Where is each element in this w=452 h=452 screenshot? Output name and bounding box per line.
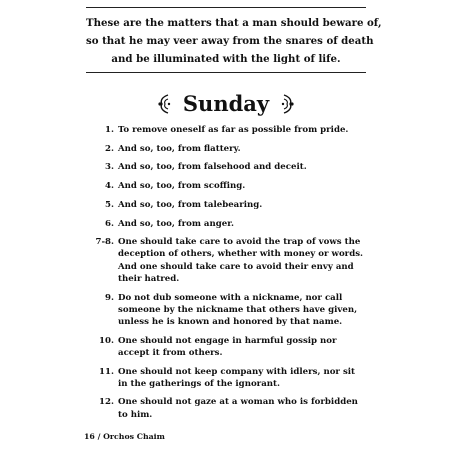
- item-text: [118, 292, 370, 329]
- item-number: 6.: [105, 218, 114, 229]
- list-item: [70, 292, 370, 329]
- item-number: 7-8.: [95, 237, 114, 248]
- list-item: [70, 236, 370, 285]
- item-line: their hatred.: [118, 273, 180, 284]
- item-text: [118, 218, 370, 230]
- list-item: [70, 180, 370, 192]
- list-item: [70, 218, 370, 230]
- item-line: And so, too, from scoffing.: [118, 181, 246, 192]
- section-title: Sunday: [182, 90, 270, 116]
- item-text: [118, 366, 370, 390]
- item-line: And so, too, from talebearing.: [118, 199, 263, 210]
- item-number: 9.: [105, 292, 114, 303]
- section-heading: [0, 90, 452, 117]
- item-line: And one should take care to avoid their envy and: [118, 261, 354, 272]
- list-item: [70, 161, 370, 173]
- intro-rule: [86, 72, 366, 73]
- item-text: [118, 161, 370, 173]
- left-ornament-icon: [157, 93, 171, 115]
- item-line: And so, too, from falsehood and deceit.: [118, 162, 307, 173]
- item-number: 4.: [105, 181, 114, 192]
- item-line: One should take care to avoid the trap of vows the: [118, 237, 361, 248]
- item-number: 11.: [99, 366, 114, 377]
- item-text: [118, 199, 370, 211]
- item-number: 10.: [99, 335, 114, 346]
- item-line: in the gatherings of the ignorant.: [118, 378, 280, 389]
- item-number: 12.: [99, 397, 114, 408]
- item-number: 1.: [105, 125, 114, 135]
- item-line: Do not dub someone with a nickname, nor call: [118, 292, 343, 303]
- item-text: [118, 236, 370, 285]
- intro-line: so that he may veer away from the snares of death: [86, 35, 374, 48]
- intro-line: and be illuminated with the light of life.: [111, 53, 341, 66]
- list-item: [70, 143, 370, 155]
- item-line: to him.: [118, 409, 153, 420]
- item-line: deception of others, whether with money or words.: [118, 249, 364, 260]
- item-line: One should not engage in harmful gossip nor: [118, 335, 337, 346]
- right-ornament-icon: [281, 93, 295, 115]
- numbered-list: [70, 124, 370, 427]
- list-item: [70, 335, 370, 359]
- item-text: [118, 180, 370, 192]
- item-number: 5.: [105, 199, 114, 210]
- item-number: 3.: [105, 162, 114, 173]
- intro-paragraph: [86, 14, 382, 69]
- item-line: someone by the nickname that others have given,: [118, 304, 358, 315]
- item-line: And so, too, from flattery.: [118, 143, 241, 154]
- item-line: unless he is known and honored by that name.: [118, 316, 343, 327]
- list-item: [70, 199, 370, 211]
- page-footer: 16 / Orchos Chaim: [84, 432, 165, 441]
- intro-line: These are the matters that a man should beware of,: [86, 17, 382, 29]
- item-line: To remove oneself as far as possible from pride.: [118, 125, 349, 135]
- item-text: [118, 124, 370, 136]
- list-item: [70, 396, 370, 420]
- item-number: 2.: [105, 143, 114, 154]
- list-item: [70, 124, 370, 136]
- list-item: [70, 366, 370, 390]
- item-text: [118, 396, 370, 420]
- item-line: And so, too, from anger.: [118, 218, 234, 229]
- item-line: One should not keep company with idlers, nor sit: [118, 366, 356, 377]
- item-line: accept it from others.: [118, 347, 223, 358]
- top-rule: [86, 7, 366, 8]
- item-text: [118, 143, 370, 155]
- item-text: [118, 335, 370, 359]
- item-line: One should not gaze at a woman who is forbidden: [118, 397, 358, 408]
